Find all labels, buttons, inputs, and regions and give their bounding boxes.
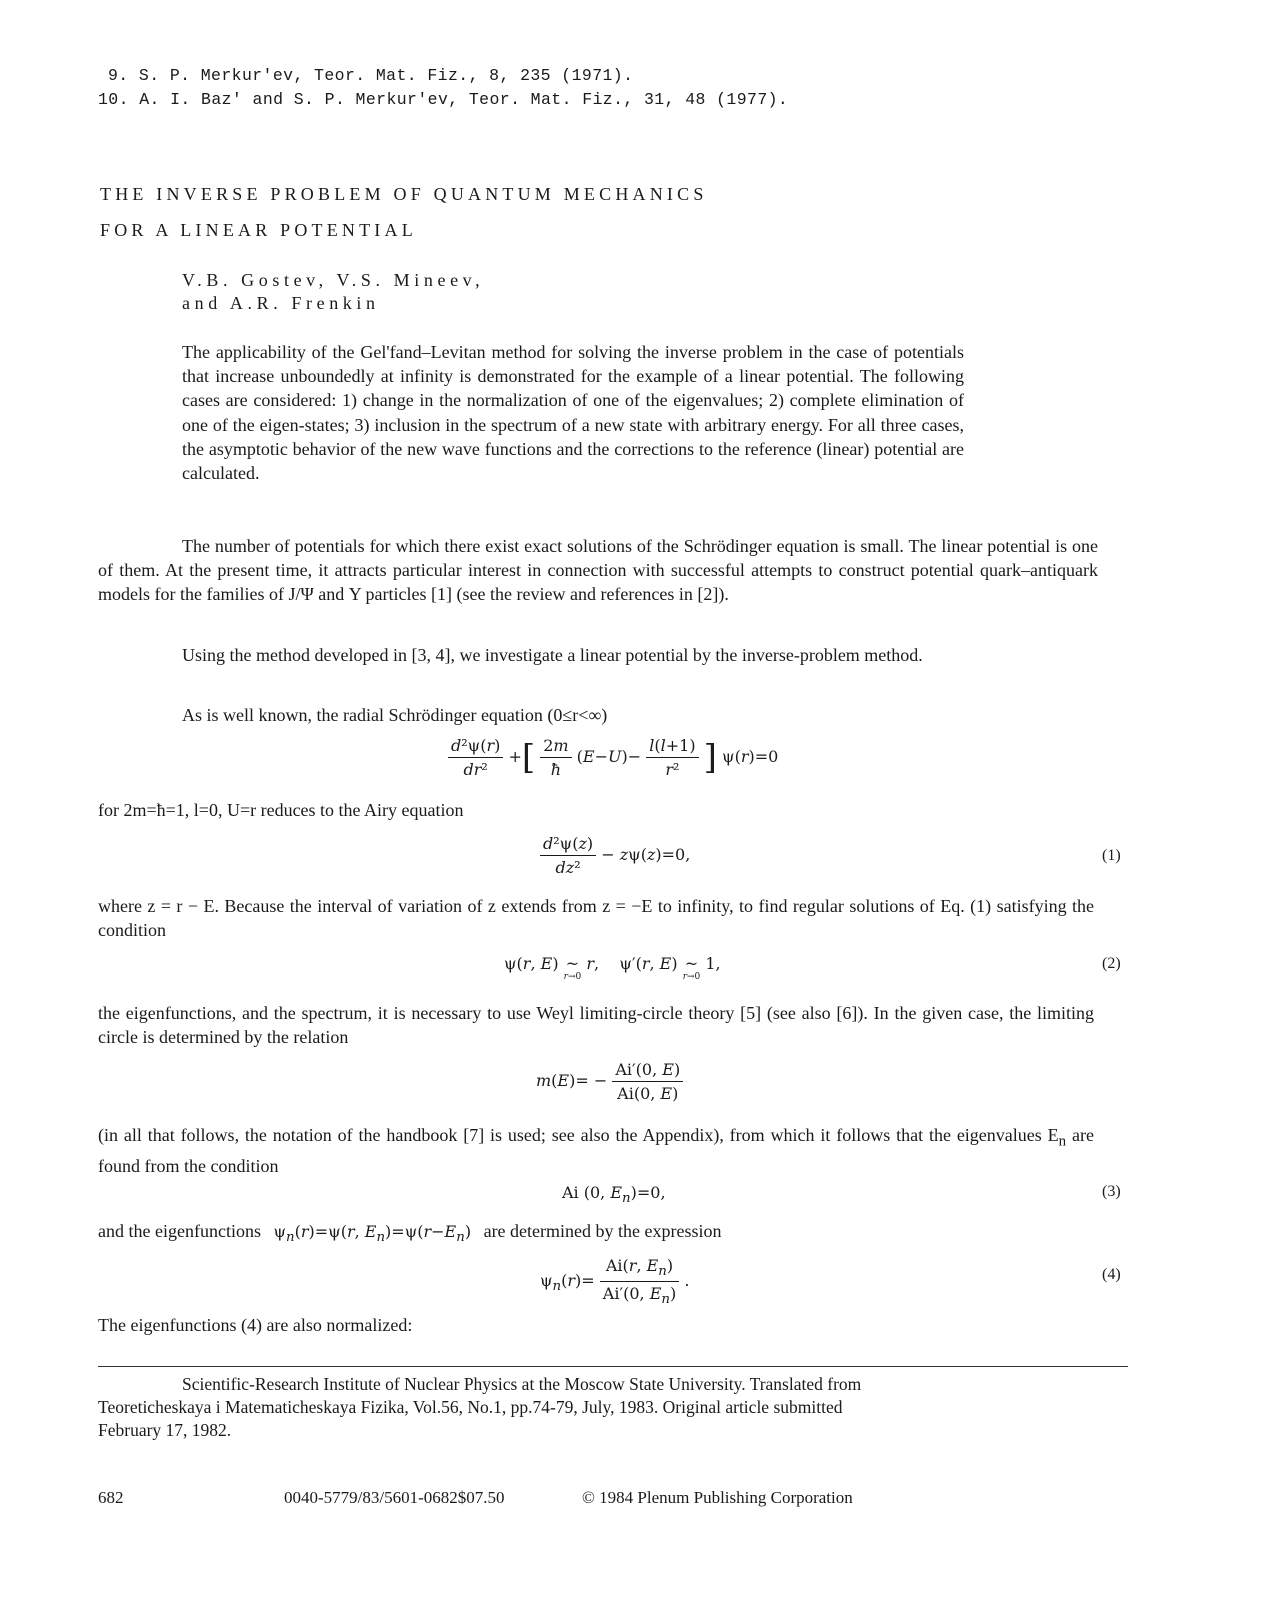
paragraph-text-end: are determined by the expression (483, 1221, 722, 1241)
reference-10 (98, 88, 788, 112)
reference-9 (108, 64, 633, 88)
paragraph-text: the eigenfunctions, and the spectrum, it is necessary to use Weyl limiting-circle theory [5] (see also [6]). In the given case, the limiting circle is determined by the relation (98, 1003, 1094, 1048)
equation-eigenfunctions: $\psi_n(r)=$ $\frac{Ai(r, E_n)}{Ai'(0, E_n)}$ . (540, 1256, 690, 1308)
paragraph-weyl-theory (98, 1001, 1094, 1049)
paragraph-intro (98, 534, 1098, 607)
equation-eigenvalue-condition: Ai (0, $E_n)=0$, (562, 1183, 666, 1207)
article-code: 0040-5779/83/5601-0682$07.50 (284, 1488, 505, 1507)
reference-number: 10. (98, 90, 129, 109)
copyright: © 1984 Plenum Publishing Corporation (582, 1488, 853, 1507)
equation-radial-schrodinger: $\frac{\text{d²ψ(r)}}{\text{dr²}}$ +[ $\frac{2m}{ħ}$ (E−U)− $\frac{l(l+1)}{\text{r²}}$ ] ψ(r)=0 (448, 736, 778, 779)
footnote-line2: Teoreticheskaya i Matematicheskaya Fizika, Vol.56, No.1, pp.74-79, July, 1983. Original article submitted (98, 1397, 843, 1417)
paragraph-schrodinger: As is well known, the radial Schrödinger equation (0≤r<∞) (182, 705, 608, 725)
authors-line1: V.B. Gostev, V.S. Mineev, (182, 270, 485, 290)
paragraph-eigenvalues (98, 1123, 1094, 1178)
equation-airy: $\frac{\text{d²ψ(z)}}{\text{dz²}}$ − zψ(z)=0, (540, 834, 690, 877)
equation-number-4: (4) (1102, 1266, 1121, 1283)
paragraph-text-end: are found from the condition (98, 1125, 1094, 1176)
paragraph-text: The number of potentials for which there exist exact solutions of the Schrödinger equation is small. The linear potential is one of them. At the present time, it attracts particular interest in connection with successful attempts to construct potential quark–antiquark models for the families of J/Ψ and Υ particles [1] (see the review and references in [2]). (98, 536, 1098, 605)
reference-text: S. P. Merkur'ev, Teor. Mat. Fiz., 8, 235 (1971). (138, 66, 634, 85)
article-title-line2: FOR A LINEAR POTENTIAL (100, 220, 417, 240)
equation-number-3: (3) (1102, 1183, 1121, 1200)
paragraph-regular-solutions (98, 894, 1094, 942)
article-title-line1: THE INVERSE PROBLEM OF QUANTUM MECHANICS (100, 184, 708, 204)
footnote-line1: Scientific-Research Institute of Nuclear Physics at the Moscow State University. Translated from (182, 1374, 862, 1394)
equation-number-2: (2) (1102, 955, 1121, 972)
paragraph-normalized: The eigenfunctions (4) are also normalized: (98, 1315, 413, 1335)
page-number: 682 (98, 1488, 124, 1507)
paragraph-text: (in all that follows, the notation of the handbook [7] is used; see also the Appendix), from which it follows that the eigenvalues E (98, 1125, 1059, 1145)
paragraph-eigenfunctions: and the eigenfunctions $\psi_n(r)=\psi(r$, $E_n)=\psi(r-E_n)$ are determined by the expression (98, 1221, 722, 1246)
equation-number-1: (1) (1102, 847, 1121, 864)
footnote-line3: February 17, 1982. (98, 1420, 232, 1440)
footnote-divider (98, 1366, 1128, 1367)
paragraph-text: and the eigenfunctions (98, 1221, 261, 1241)
subscript-n: n (1058, 1133, 1067, 1150)
reference-text: A. I. Baz' and S. P. Merkur'ev, Teor. Mat. Fiz., 31, 48 (1977). (139, 90, 789, 109)
abstract (182, 340, 964, 485)
paragraph-text: where z = r − E. Because the interval of variation of z extends from z = −E to infinity, to find regular solutions of Eq. (1) satisfying the condition (98, 896, 1094, 941)
paragraph-text: Using the method developed in [3, 4], we investigate a linear potential by the inverse-problem method. (182, 645, 923, 665)
authors-line2: and A.R. Frenkin (182, 293, 380, 313)
abstract-text: The applicability of the Gel'fand–Levitan method for solving the inverse problem in the case of potentials that increase unboundedly at infinity is demonstrated for the example of a linear potential. The following cases are considered: 1) change in the normalization of one of the eigenvalues; 2) complete elimination of one of the eigen-states; 3) inclusion in the spectrum of a new state with arbitrary energy. For all three cases, the asymptotic behavior of the new wave functions and the corrections to the reference (linear) potential are calculated. (182, 342, 964, 484)
equation-limiting-circle: m(E)= − $\frac{Ai'(0, E)}{Ai(0, E)}$ (536, 1060, 683, 1103)
paragraph-airy: for 2m=ħ=1, l=0, U=r reduces to the Airy equation (98, 800, 464, 820)
equation-boundary-condition: ψ(r, E) ~ r→0 r, ψ′(r, E) ~ r→0 1, (504, 954, 721, 982)
paragraph-method (98, 643, 1050, 667)
reference-number: 9. (108, 66, 129, 85)
